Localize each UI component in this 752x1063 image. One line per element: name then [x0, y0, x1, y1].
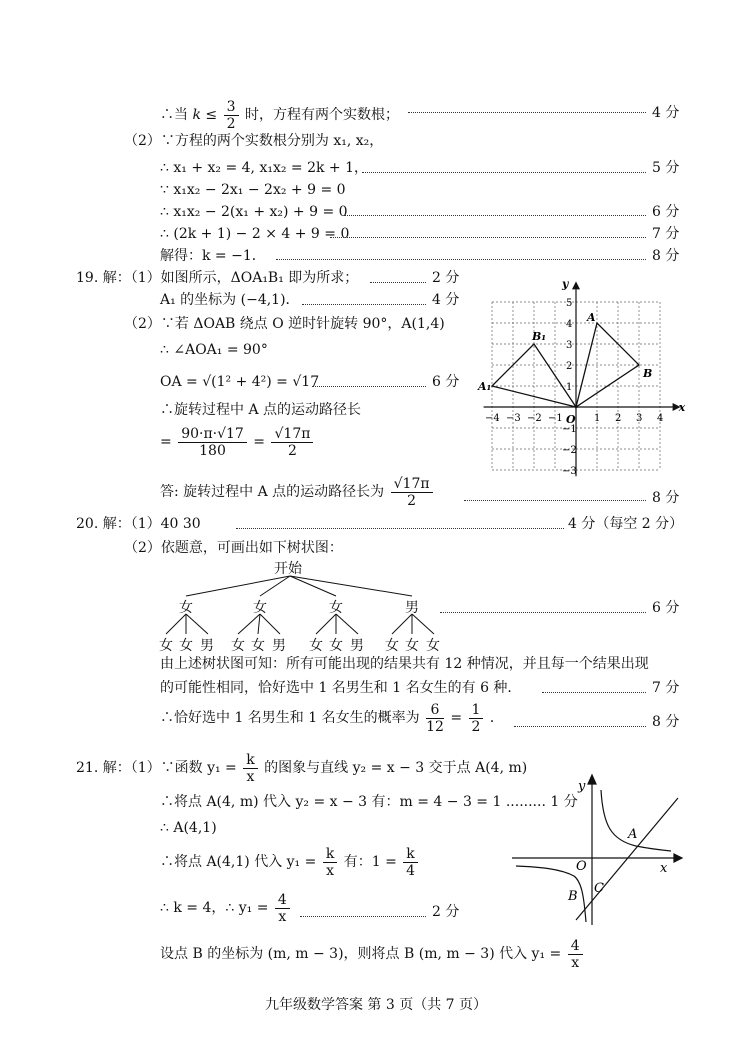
- q21-substitute-m: ∴将点 A(4, m) 代入 y₂ = x − 3 有：m = 4 − 3 = 1 ......... 1 分: [160, 794, 578, 810]
- denominator: 4: [406, 862, 415, 879]
- text: =: [450, 710, 463, 726]
- score: 2 分: [432, 904, 460, 920]
- numerator: 1: [469, 702, 484, 719]
- numerator: 90·π·√17: [178, 426, 247, 443]
- fraction: [469, 702, 484, 735]
- numerator: 4: [568, 938, 583, 955]
- q19-arc-formula: [160, 422, 315, 462]
- dot-leader: [370, 282, 426, 283]
- q20-heading: 20. 解：（1）40 30: [76, 516, 201, 532]
- x-tick-label: −4: [485, 413, 500, 424]
- q19-angle: ∴ ∠AOA₁ = 90°: [160, 342, 268, 358]
- y-tick-label: −2: [562, 445, 577, 456]
- denominator: 12: [426, 718, 444, 735]
- fraction: [391, 476, 433, 509]
- q21-substitute-k: [160, 842, 420, 882]
- tree-leaf: 男: [272, 638, 286, 654]
- text: =: [160, 434, 172, 450]
- dot-leader: [514, 726, 646, 727]
- x-tick-label: −1: [548, 413, 563, 424]
- tree-root: 开始: [274, 561, 302, 577]
- tree-leaf: 女: [405, 638, 419, 654]
- numerator: k: [323, 846, 337, 863]
- numerator: 3: [224, 99, 239, 116]
- tree-leaf: 女: [251, 638, 265, 654]
- point-c-label: C: [594, 881, 604, 896]
- text: k ≤: [192, 107, 218, 123]
- text: 时，方程有两个实数根；: [244, 107, 399, 123]
- text: 有：1 =: [343, 854, 397, 870]
- fraction: [568, 938, 583, 971]
- q19-part2: （2）∵若 ΔOAB 绕点 O 逆时针旋转 90°，A(1,4): [124, 316, 445, 332]
- fraction: [323, 846, 337, 879]
- dot-leader: [236, 528, 564, 529]
- dot-leader: [312, 386, 426, 387]
- q21-point-a: ∴ A(4,1): [160, 820, 217, 836]
- q21-k-result: [160, 888, 292, 928]
- denominator: 2: [407, 492, 417, 509]
- fraction: [178, 426, 247, 459]
- text: ∴ k = 4，∴ y₁ =: [160, 900, 269, 916]
- q19-path-text: ∴旋转过程中 A 点的运动路径长: [160, 402, 362, 418]
- point-a1-label: A₁: [478, 380, 492, 393]
- y-tick-label: 1: [566, 382, 573, 393]
- q19-oa: OA = √(1² + 4²) = √17: [160, 374, 320, 390]
- text: ∴将点 A(4,1) 代入 y₁ =: [160, 854, 317, 870]
- denominator: x: [278, 908, 287, 925]
- fraction: [426, 702, 444, 735]
- q20-conclusion-2: 的可能性相同，恰好选中 1 名男生和 1 名女生的有 6 种．: [160, 680, 522, 696]
- y-tick-label: 4: [566, 319, 573, 330]
- text: =: [253, 434, 266, 450]
- origin-label: O: [576, 859, 587, 874]
- q19-answer: [160, 472, 435, 512]
- fraction: [224, 99, 239, 132]
- x-tick-label: −3: [506, 413, 521, 424]
- denominator: x: [326, 862, 334, 879]
- tree-level1-node: 女: [179, 600, 193, 616]
- tree-level1-node: 男: [405, 600, 419, 616]
- x-axis-label: x: [660, 861, 668, 876]
- tree-leaf: 女: [231, 638, 245, 654]
- fraction: [403, 846, 417, 879]
- q20-probability: [160, 698, 504, 738]
- text: 答: 旋转过程中 A 点的运动路径长为: [160, 484, 385, 500]
- dot-leader: [362, 172, 646, 173]
- y-axis-label: y: [562, 277, 569, 291]
- fraction: [275, 892, 290, 925]
- line-y2: [576, 798, 678, 920]
- text: 的图象与直线 y₂ = x − 3 交于点 A(4, m): [264, 760, 528, 776]
- text: ∴恰好选中 1 名男生和 1 名女生的概率为: [160, 710, 420, 726]
- point-b-label: B: [568, 889, 578, 904]
- text: 设点 B 的坐标为 (m, m − 3)，则将点 B (m, m − 3) 代入 y₁ =: [160, 946, 562, 962]
- score: 8 分: [652, 714, 680, 730]
- score: 8 分: [652, 248, 680, 264]
- text: ∴当: [160, 107, 188, 123]
- dot-leader: [276, 259, 646, 260]
- tree-leaf: 女: [309, 638, 323, 654]
- q21-point-b: [160, 934, 585, 974]
- y-arrow: [572, 281, 580, 289]
- score: 7 分: [652, 226, 680, 242]
- dot-leader: [542, 692, 646, 693]
- tree-leaf: 女: [329, 638, 343, 654]
- y-axis-label: y: [578, 779, 586, 794]
- score: 2 分: [432, 270, 460, 286]
- line-equation: ∴ (2k + 1) − 2 × 4 + 9 = 0: [160, 226, 350, 242]
- point-a-label: A: [628, 827, 638, 842]
- fraction: [271, 426, 313, 459]
- dot-leader: [440, 612, 646, 613]
- score: 4 分: [652, 105, 680, 121]
- denominator: 2: [287, 442, 297, 459]
- line-solution: 解得：k = −1．: [160, 248, 266, 264]
- tree-level1-node: 女: [329, 600, 343, 616]
- score: 6 分: [652, 204, 680, 220]
- numerator: 6: [426, 702, 444, 719]
- point-b1-label: B₁: [532, 330, 547, 343]
- q20-conclusion-1: 由上述树状图可知：所有可能出现的结果共有 12 种情况，并且每一个结果出现: [160, 656, 649, 672]
- tree-leaf: 男: [350, 638, 364, 654]
- y-tick-label: 5: [566, 298, 573, 309]
- x-tick-label: −2: [527, 413, 542, 424]
- tree-level1-node: 女: [253, 600, 267, 616]
- text: 21. 解：（1）∵函数 y₁ =: [76, 760, 237, 776]
- coordinate-grid-figure: [476, 272, 686, 477]
- x-tick-label: 2: [615, 413, 622, 424]
- score: 6 分: [432, 374, 460, 390]
- numerator: √17π: [391, 476, 433, 493]
- denominator: 2: [226, 115, 236, 132]
- origin-label: O: [566, 413, 576, 426]
- dot-leader: [302, 304, 426, 305]
- q21-heading: [76, 748, 527, 788]
- tree-leaf: 女: [159, 638, 173, 654]
- line-k-condition: [160, 95, 399, 135]
- q19-a1-coord: A₁ 的坐标为 (−4,1)．: [160, 292, 300, 308]
- point-b-label: B: [643, 367, 653, 380]
- score: 8 分: [652, 490, 680, 506]
- x-axis-label: x: [678, 401, 686, 414]
- line-roots: （2）∵方程的两个实数根分别为 x₁, x₂，: [124, 133, 384, 149]
- q20-part2: （2）依题意，可画出如下树状图：: [124, 540, 343, 556]
- y-tick-label: 3: [566, 340, 573, 351]
- denominator: 2: [471, 718, 481, 735]
- tree-leaf: 女: [385, 638, 399, 654]
- dot-leader: [344, 215, 646, 216]
- y-arrow: [588, 775, 596, 784]
- score: 4 分: [432, 292, 460, 308]
- point-a-label: A: [587, 311, 596, 324]
- y-tick-label: 2: [566, 361, 573, 372]
- denominator: x: [571, 954, 580, 971]
- tree-leaf: 男: [200, 638, 214, 654]
- x-tick-label: 1: [594, 413, 601, 424]
- tree-leaf: 女: [426, 638, 440, 654]
- x-tick-label: 4: [657, 413, 664, 424]
- y-tick-label: −1: [562, 424, 577, 435]
- tick-labels: [477, 277, 686, 477]
- dot-leader: [408, 112, 646, 113]
- line-sum-product: ∴ x₁ + x₂ = 4, x₁x₂ = 2k + 1，: [160, 160, 369, 176]
- hyperbola-line-graph: [506, 770, 686, 930]
- score: 4 分（每空 2 分）: [568, 516, 684, 532]
- dot-leader: [330, 237, 646, 238]
- numerator: 4: [275, 892, 290, 909]
- text: ．: [489, 710, 504, 726]
- x-arrow: [674, 854, 682, 862]
- denominator: 180: [199, 442, 226, 459]
- score: 5 分: [652, 160, 680, 176]
- score: 7 分: [652, 680, 680, 696]
- score: 6 分: [652, 600, 680, 616]
- line-condition: ∵ x₁x₂ − 2x₁ − 2x₂ + 9 = 0: [160, 182, 346, 198]
- y-tick-label: −3: [562, 466, 577, 477]
- denominator: x: [246, 768, 255, 785]
- dot-leader: [464, 500, 646, 501]
- line-substitution: ∴ x₁x₂ − 2(x₁ + x₂) + 9 = 0: [160, 204, 348, 220]
- fraction: [243, 752, 257, 785]
- page-footer: 九年级数学答案 第 3 页（共 7 页）: [264, 997, 488, 1013]
- numerator: k: [403, 846, 417, 863]
- tree-leaf: 女: [179, 638, 193, 654]
- q19-heading: 19. 解：（1）如图所示，ΔOA₁B₁ 即为所求；: [76, 270, 359, 286]
- numerator: √17π: [271, 426, 313, 443]
- dot-leader: [300, 916, 426, 917]
- numerator: k: [243, 752, 257, 769]
- x-tick-label: 3: [636, 413, 643, 424]
